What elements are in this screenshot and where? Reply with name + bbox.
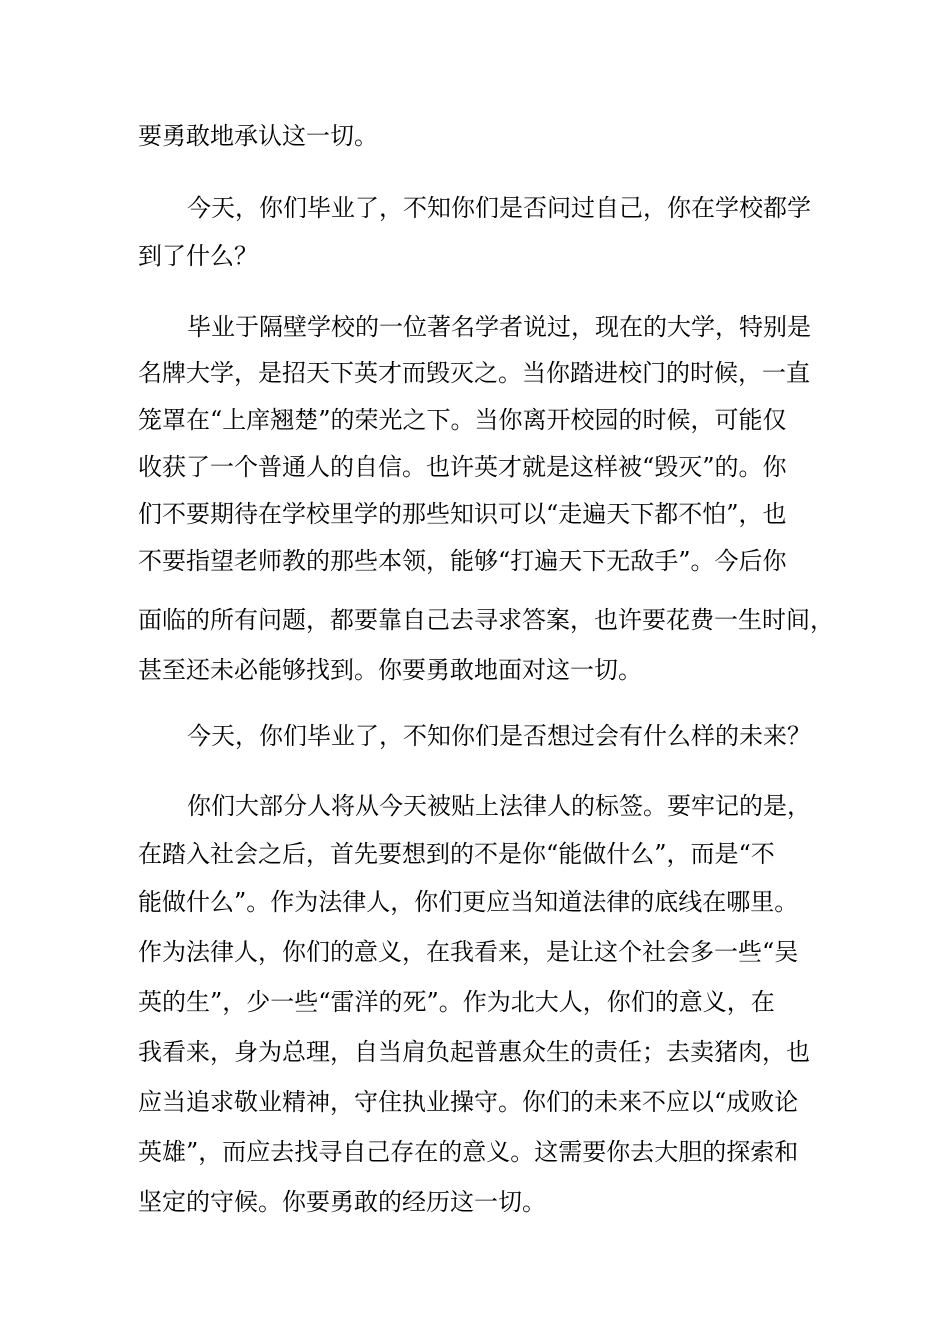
text-line: 英的生”，少一些“雷洋的死”。作为北大人，你们的意义，在 bbox=[138, 988, 775, 1016]
text-line: 今天，你们毕业了，不知你们是否问过自己，你在学校都学 bbox=[187, 194, 811, 222]
text-line: 甚至还未必能够找到。你要勇敢地面对这一切。 bbox=[138, 656, 642, 684]
text-line: 在踏入社会之后，首先要想到的不是你“能做什么”，而是“不 bbox=[138, 840, 775, 868]
text-line: 今天，你们毕业了，不知你们是否想过会有什么样的未来？ bbox=[187, 722, 811, 750]
text-line: 英雄”，而应去找寻自己存在的意义。这需要你去大胆的探索和 bbox=[138, 1138, 799, 1166]
text-line: 应当追求敬业精神，守住执业操守。你们的未来不应以“成败论 bbox=[138, 1088, 799, 1116]
text-line: 不要指望老师教的那些本领，能够“打遍天下无敌手”。今后你 bbox=[138, 547, 787, 575]
text-line: 我看来，身为总理，自当肩负起普惠众生的责任；去卖猪肉，也 bbox=[138, 1038, 810, 1066]
text-line: 收获了一个普通人的自信。也许英才就是这样被“毁灭”的。你 bbox=[138, 453, 787, 481]
text-line: 面临的所有问题，都要靠自己去寻求答案，也许要花费一生时间， bbox=[138, 606, 834, 634]
text-line: 毕业于隔壁学校的一位著名学者说过，现在的大学，特别是 bbox=[187, 313, 811, 341]
text-line: 到了什么？ bbox=[138, 242, 258, 270]
text-line: 笼罩在“上庠翘楚”的荣光之下。当你离开校园的时候，可能仅 bbox=[138, 406, 787, 434]
text-line: 要勇敢地承认这一切。 bbox=[138, 122, 378, 150]
text-line: 作为法律人，你们的意义，在我看来，是让这个社会多一些“吴 bbox=[138, 938, 799, 966]
text-line: 坚定的守候。你要勇敢的经历这一切。 bbox=[138, 1188, 546, 1216]
text-line: 你们大部分人将从今天被贴上法律人的标签。要牢记的是， bbox=[187, 792, 811, 820]
text-line: 们不要期待在学校里学的那些知识可以“走遍天下都不怕”，也 bbox=[138, 500, 787, 528]
text-line: 名牌大学，是招天下英才而毁灭之。当你踏进校门的时候，一直 bbox=[138, 359, 810, 387]
text-line: 能做什么”。作为法律人，你们更应当知道法律的底线在哪里。 bbox=[138, 888, 799, 916]
